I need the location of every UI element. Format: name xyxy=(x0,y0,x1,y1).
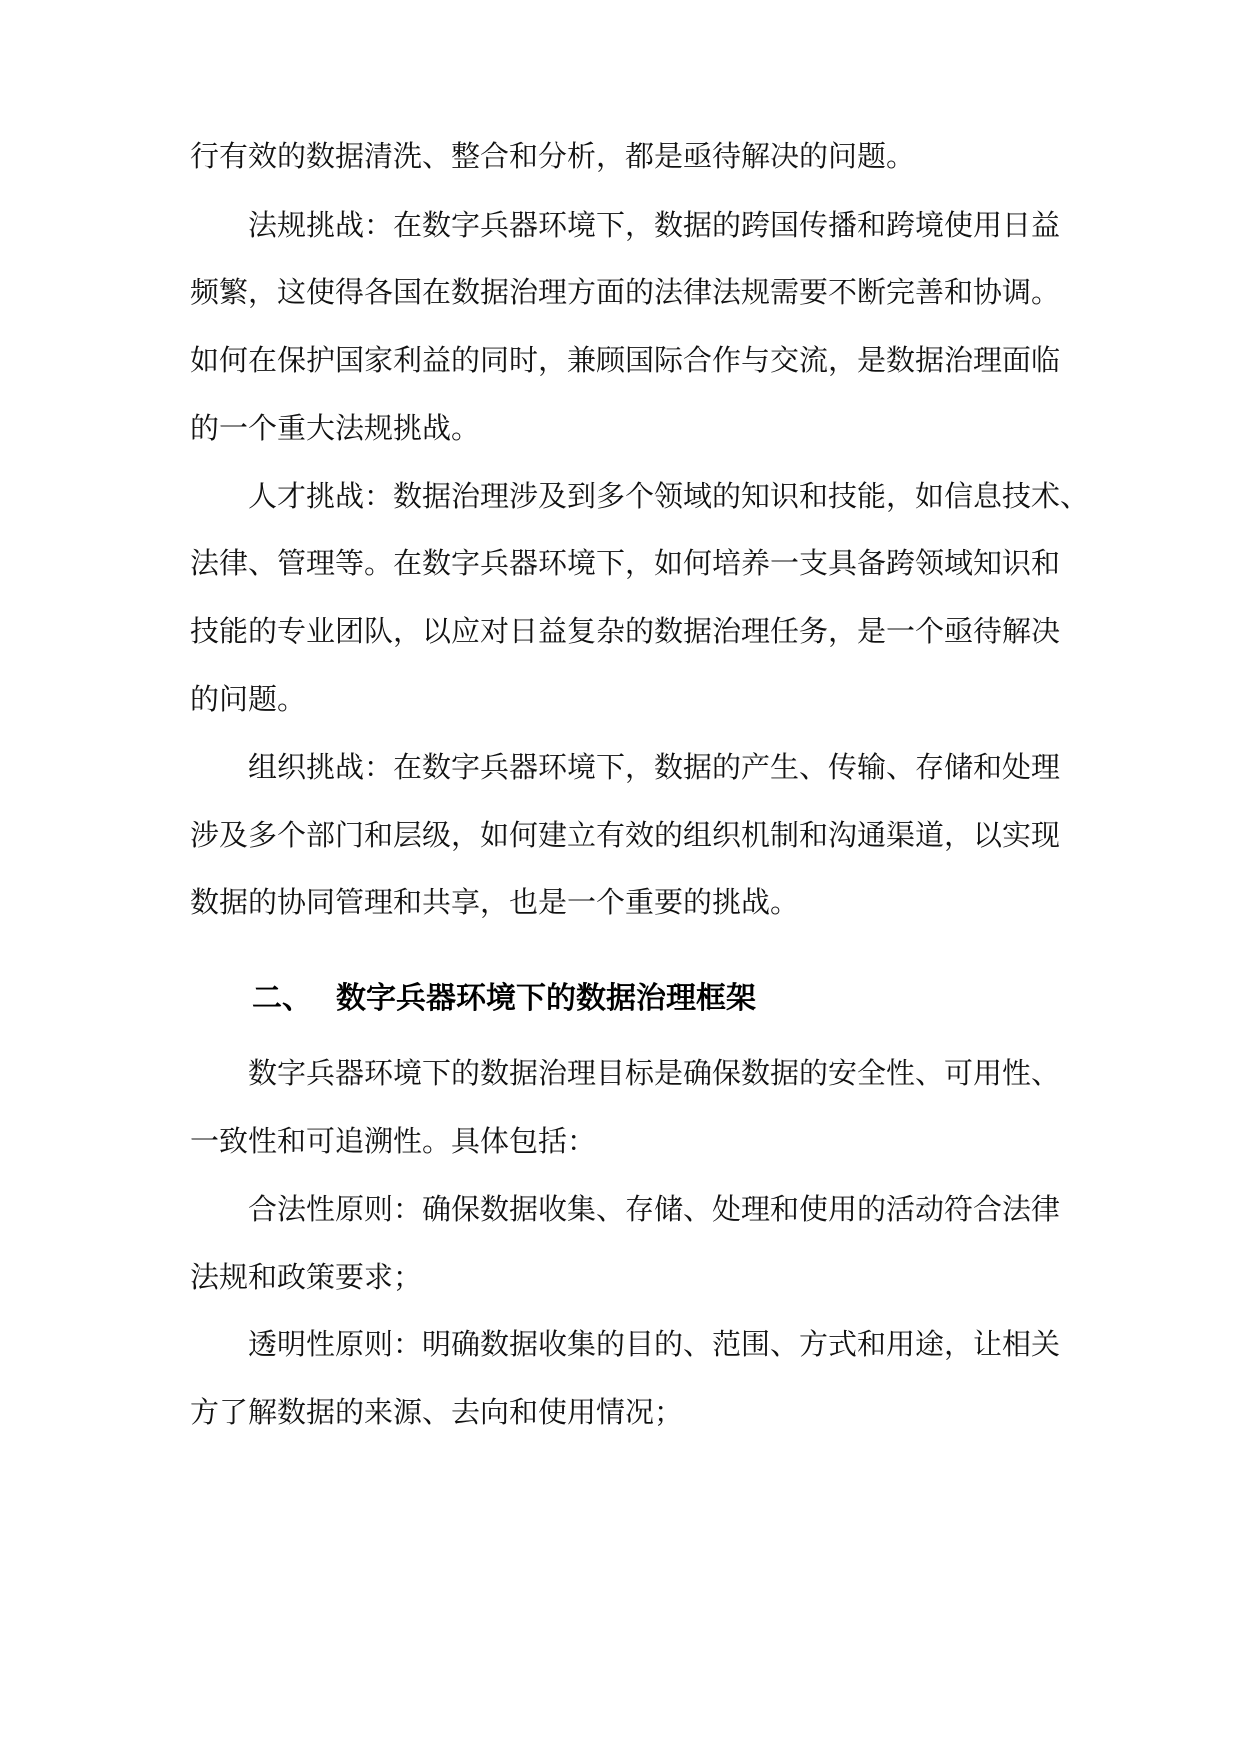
paragraph-line: 行有效的数据清洗、整合和分析，都是亟待解决的问题。 xyxy=(190,139,916,173)
paragraph-line: 法律、管理等。在数字兵器环境下，如何培养一支具备跨领域知识和 xyxy=(190,546,1061,580)
section-number: 二、 xyxy=(252,981,312,1016)
paragraph-line: 一致性和可追溯性。具体包括： xyxy=(190,1124,597,1158)
paragraph-line: 频繁，这使得各国在数据治理方面的法律法规需要不断完善和协调。 xyxy=(190,275,1061,309)
paragraph-line: 合法性原则：确保数据收集、存储、处理和使用的活动符合法律 xyxy=(248,1192,1061,1226)
paragraph-line: 的问题。 xyxy=(190,682,307,716)
section-title: 数字兵器环境下的数据治理框架 xyxy=(336,981,756,1016)
paragraph-line: 涉及多个部门和层级，如何建立有效的组织机制和沟通渠道，以实现 xyxy=(190,818,1061,852)
paragraph-line: 组织挑战：在数字兵器环境下，数据的产生、传输、存储和处理 xyxy=(248,750,1061,784)
paragraph-line: 法规和政策要求； xyxy=(190,1260,423,1294)
paragraph-line: 数据的协同管理和共享，也是一个重要的挑战。 xyxy=(190,885,800,919)
paragraph-line: 的一个重大法规挑战。 xyxy=(190,411,481,445)
paragraph-line: 透明性原则：明确数据收集的目的、范围、方式和用途，让相关 xyxy=(248,1327,1061,1361)
paragraph-line: 技能的专业团队，以应对日益复杂的数据治理任务，是一个亟待解决 xyxy=(190,614,1061,648)
paragraph-line: 如何在保护国家利益的同时，兼顾国际合作与交流，是数据治理面临 xyxy=(190,343,1061,377)
paragraph-line: 法规挑战：在数字兵器环境下，数据的跨国传播和跨境使用日益 xyxy=(248,208,1061,242)
paragraph-line: 数字兵器环境下的数据治理目标是确保数据的安全性、可用性、 xyxy=(248,1056,1061,1090)
section-heading xyxy=(252,978,1072,1020)
paragraph-line: 人才挑战：数据治理涉及到多个领域的知识和技能，如信息技术、 xyxy=(248,479,1090,513)
paragraph-line: 方了解数据的来源、去向和使用情况； xyxy=(190,1395,684,1429)
